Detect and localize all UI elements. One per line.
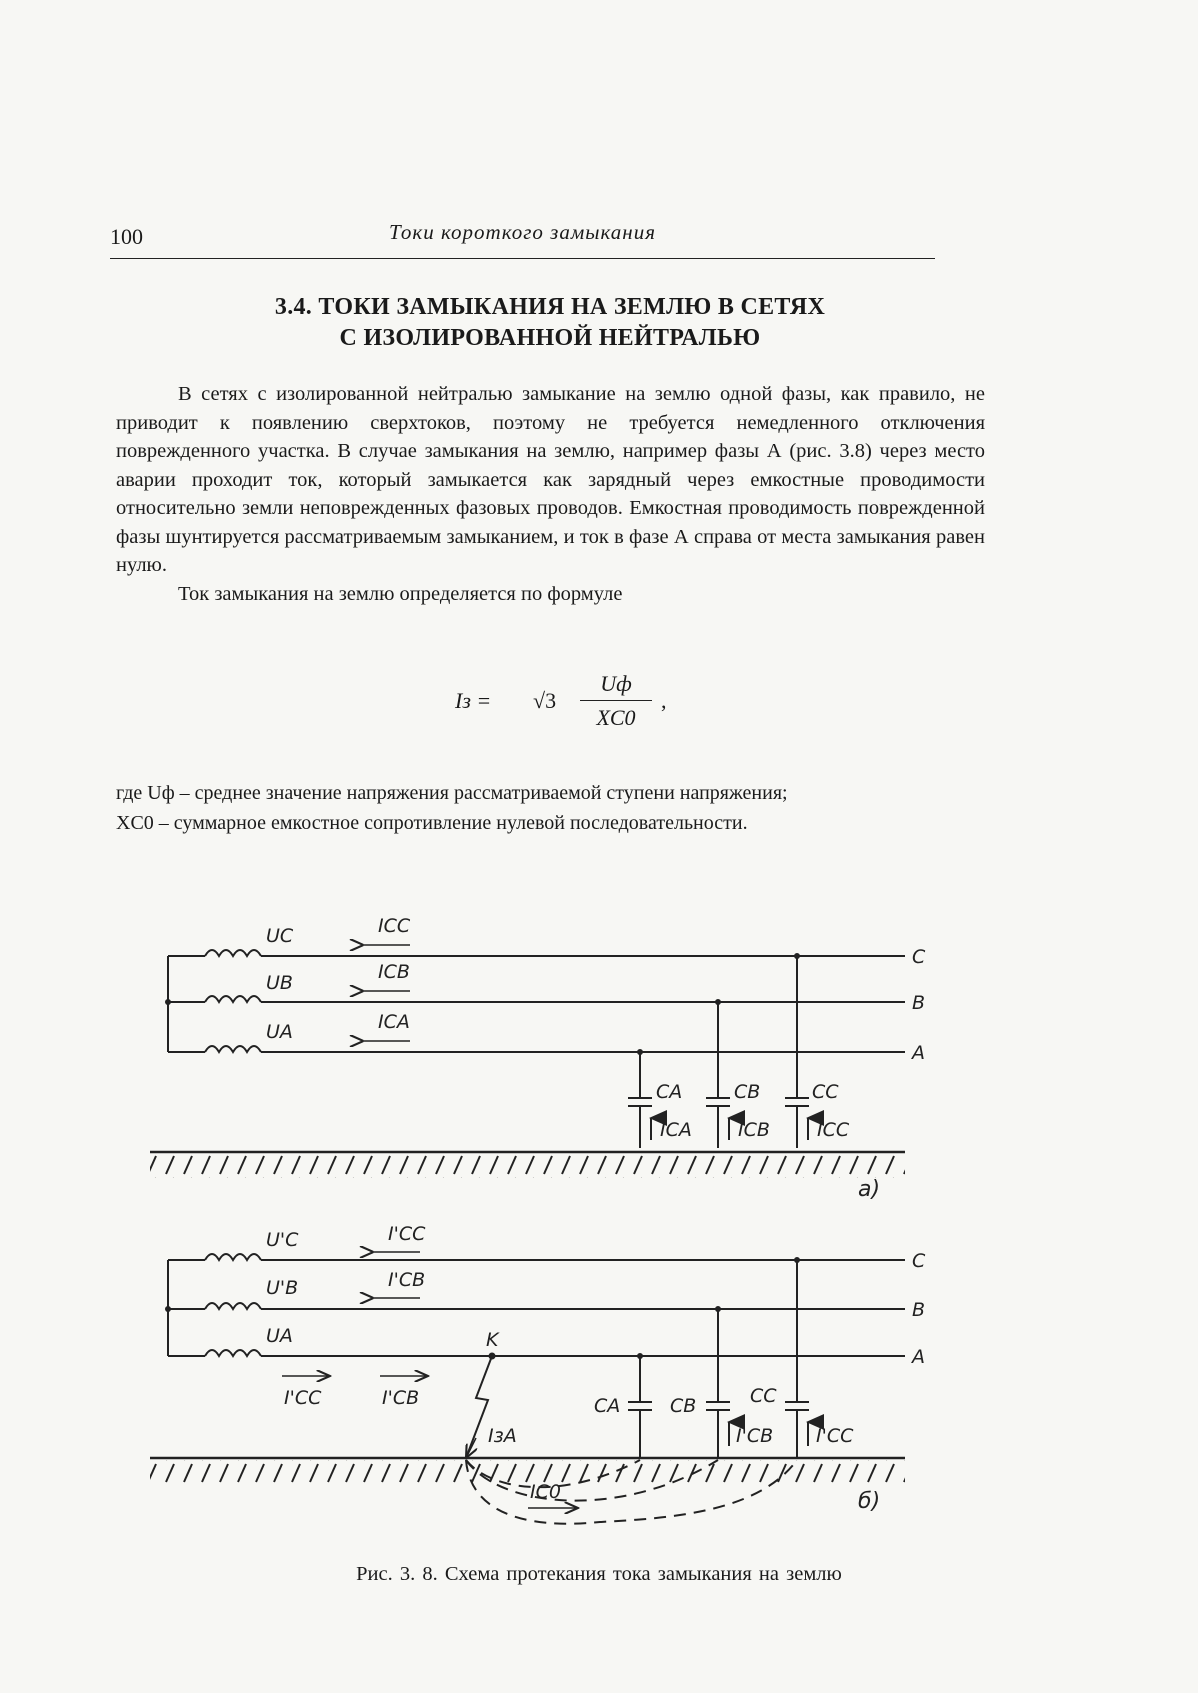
label-ground-current: IC0 bbox=[530, 1481, 561, 1503]
label-cap-current-c: ICC bbox=[817, 1119, 850, 1141]
junction-dots bbox=[165, 953, 800, 1055]
label-current-cc: I'CC bbox=[388, 1223, 426, 1245]
running-title: Токи короткого замыкания bbox=[389, 220, 656, 244]
definition-line: XC0 – суммарное емкостное сопротивление нулевой последовательности. bbox=[116, 812, 748, 834]
ground-hatching bbox=[150, 1460, 905, 1484]
label-cap-current-c: I'CC bbox=[816, 1425, 854, 1447]
label-current-bottom-cc: I'CC bbox=[284, 1387, 322, 1409]
label-phase-c: C bbox=[912, 946, 926, 968]
label-fault-current: IзA bbox=[488, 1425, 517, 1447]
label-source-b: U'B bbox=[266, 1277, 299, 1299]
label-source-b: UB bbox=[266, 972, 293, 994]
section-title-line2: С ИЗОЛИРОВАННОЙ НЕЙТРАЛЬЮ bbox=[339, 325, 761, 351]
formula-denominator: XC0 bbox=[596, 705, 636, 730]
label-current-bottom-cb: I'CB bbox=[382, 1387, 420, 1409]
label-phase-a: A bbox=[912, 1042, 925, 1064]
formula-comma: , bbox=[661, 688, 667, 713]
figure-caption: Рис. 3. 8. Схема протекания тока замыкания на землю bbox=[356, 1563, 842, 1585]
label-cap-current-b: I'CB bbox=[736, 1425, 774, 1447]
label-fault-point: K bbox=[486, 1329, 499, 1351]
label-source-a: UA bbox=[266, 1325, 293, 1347]
label-cap-a: CA bbox=[656, 1081, 683, 1103]
label-diagram-b: б) bbox=[858, 1489, 881, 1514]
label-phase-b: B bbox=[912, 992, 926, 1014]
body-text bbox=[116, 380, 985, 608]
label-cap-c: CC bbox=[812, 1081, 839, 1103]
label-source-c: U'C bbox=[266, 1229, 299, 1251]
label-phase-c: C bbox=[912, 1250, 926, 1272]
label-current-ca: ICA bbox=[378, 1011, 410, 1033]
label-cap-current-b: ICB bbox=[738, 1119, 770, 1141]
label-source-a: UA bbox=[266, 1021, 293, 1043]
paragraph: Ток замыкания на землю определяется по формуле bbox=[178, 582, 623, 605]
formula-sqrt: √3 bbox=[533, 688, 557, 713]
label-diagram-a: а) bbox=[858, 1177, 881, 1202]
section-title-line1: 3.4. ТОКИ ЗАМЫКАНИЯ НА ЗЕМЛЮ В СЕТЯХ bbox=[274, 294, 826, 320]
label-cap-current-a: ICA bbox=[660, 1119, 692, 1141]
formula-lhs: Iз = bbox=[455, 688, 492, 713]
label-current-cb: I'CB bbox=[388, 1269, 426, 1291]
label-cap-b: CB bbox=[670, 1395, 697, 1417]
label-current-cb: ICB bbox=[378, 961, 410, 983]
label-phase-a: A bbox=[912, 1346, 925, 1368]
circuit-diagram bbox=[0, 890, 1198, 1550]
section-title bbox=[110, 292, 990, 354]
label-current-cc: ICC bbox=[378, 915, 411, 937]
formula-numerator: Uф bbox=[600, 671, 632, 696]
page-header bbox=[110, 218, 935, 259]
diagram-a bbox=[150, 945, 905, 1152]
label-cap-a: CA bbox=[594, 1395, 621, 1417]
label-cap-c: CC bbox=[750, 1385, 777, 1407]
paragraph: В сетях с изолированной нейтралью замыкание на землю одной фазы, как правило, не приводит к появлению сверхтоков, поэтому не требуется немедленного отключения поврежденного участка. В случае замыкания на землю, например фазы А (рис. 3.8) через место аварии проходит ток, который замыкается как зарядный через емкостные проводимости относительно земли неповрежденных фазовых проводов. Емкостная проводимость поврежденной фазы шунтируется рассматриваемым замыканием, и ток в фазе А справа от места замыкания равен нулю. bbox=[116, 383, 985, 576]
label-phase-b: B bbox=[912, 1299, 926, 1321]
formula-fraction bbox=[580, 668, 652, 733]
definition-line: где Uф – среднее значение напряжения рассматриваемой ступени напряжения; bbox=[116, 782, 788, 804]
page-number: 100 bbox=[110, 224, 143, 249]
label-cap-b: CB bbox=[734, 1081, 761, 1103]
ground-hatching bbox=[150, 1154, 905, 1178]
definitions bbox=[116, 778, 985, 838]
formula bbox=[455, 668, 755, 748]
label-source-c: UC bbox=[266, 925, 294, 947]
